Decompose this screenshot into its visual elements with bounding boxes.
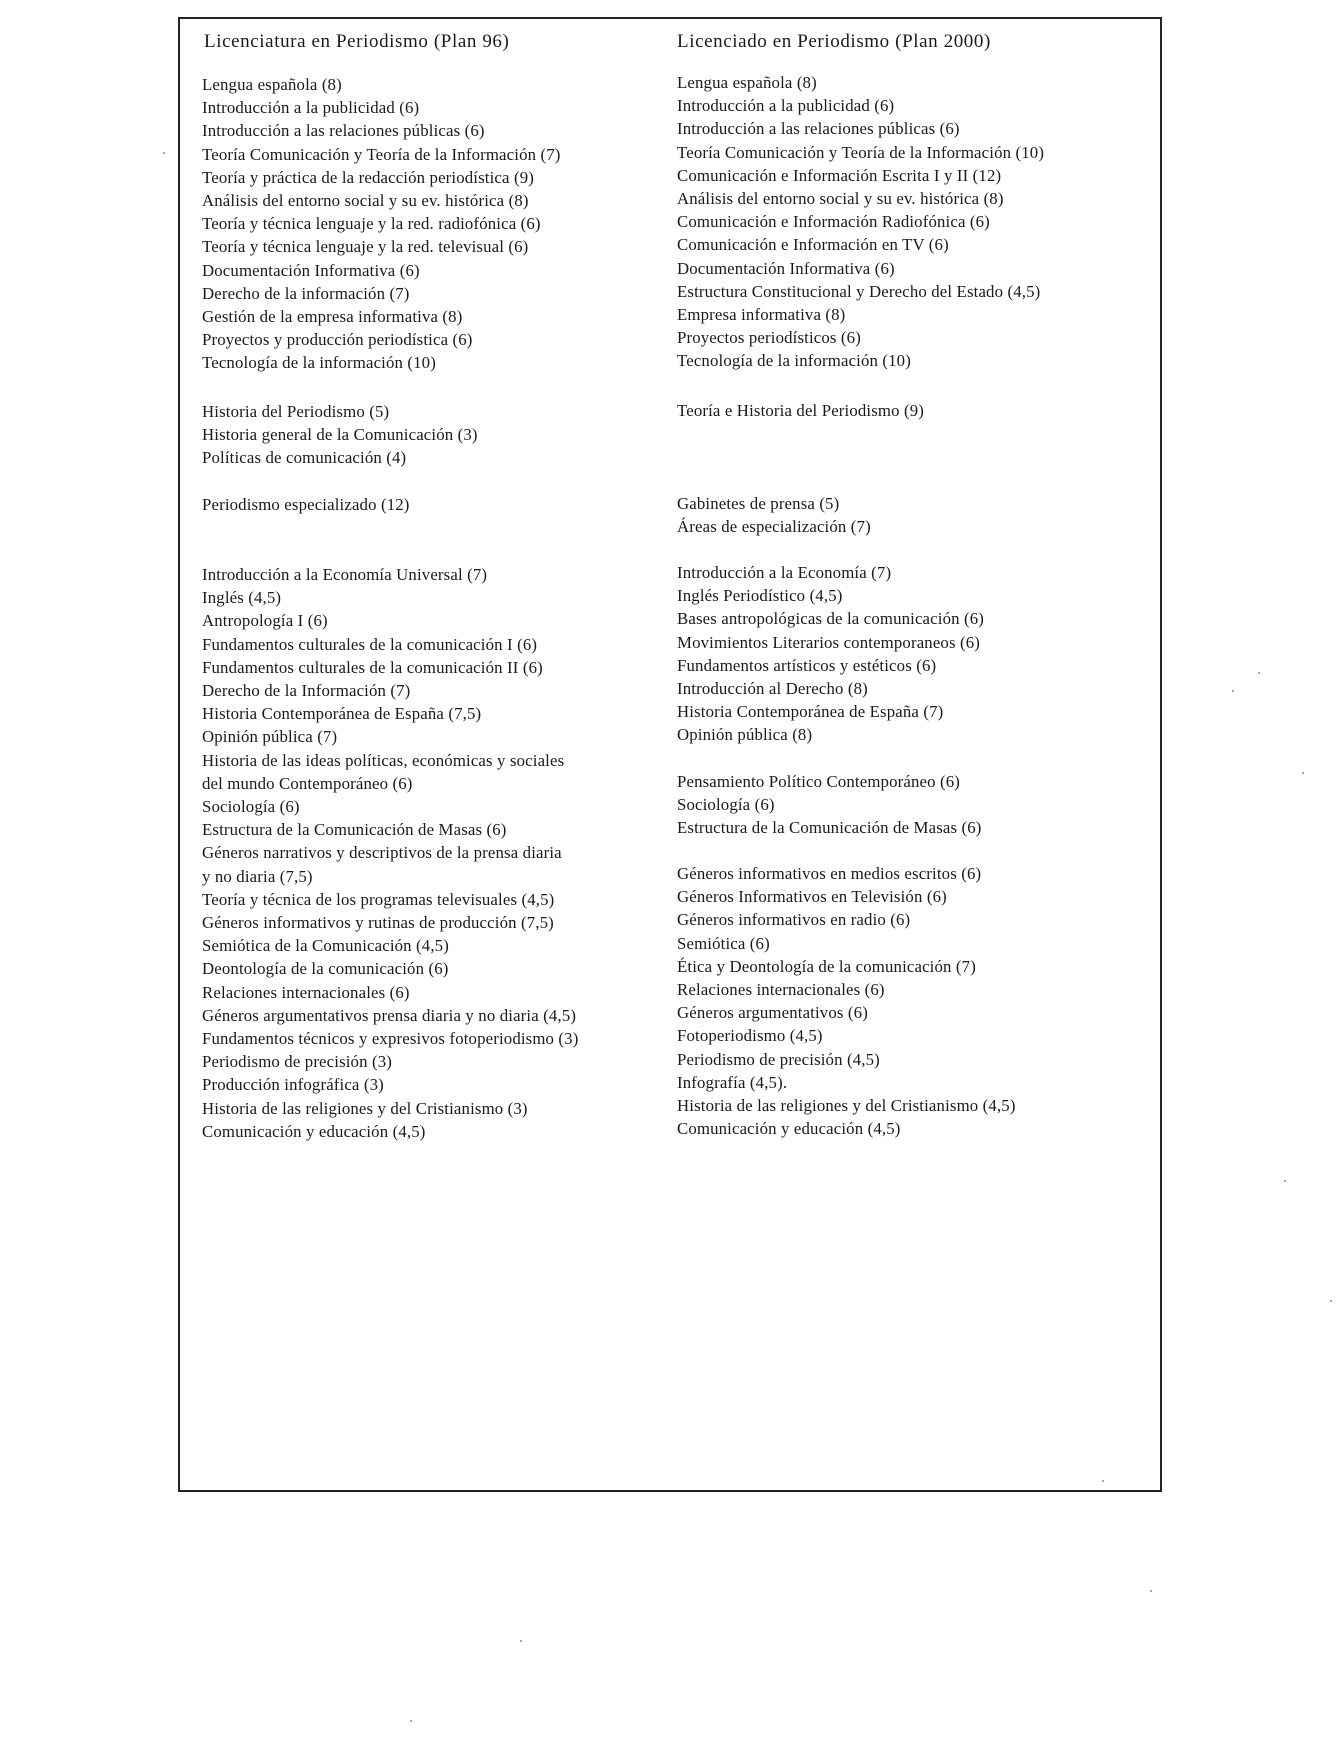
course-entry: Periodismo de precisión (4,5) (677, 1049, 880, 1069)
course-entry: Derecho de la Información (7) (202, 681, 411, 701)
course-entry: Géneros Informativos en Televisión (6) (677, 887, 947, 907)
course-entry: Comunicación y educación (4,5) (677, 1119, 901, 1139)
course-entry: Relaciones internacionales (6) (202, 982, 410, 1002)
course-entry: Opinión pública (7) (202, 727, 338, 747)
course-entry: Comunicación e Información en TV (6) (677, 235, 949, 255)
plan-96-group-history (202, 400, 478, 470)
course-entry: Teoría Comunicación y Teoría de la Información (7) (202, 144, 561, 164)
course-entry: Gabinetes de prensa (5) (677, 494, 840, 513)
course-entry: y no diaria (7,5) (202, 866, 313, 886)
course-entry: Comunicación e Información Escrita I y II (12) (677, 165, 1002, 185)
course-entry: Géneros argumentativos (6) (677, 1003, 868, 1023)
course-entry: Semiótica de la Comunicación (4,5) (202, 936, 449, 956)
course-entry: Géneros informativos y rutinas de producción (7,5) (202, 913, 554, 933)
plan-2000-group-genres (677, 862, 1016, 1140)
plan-96-group-specialized (202, 493, 410, 516)
course-entry: Estructura Constitucional y Derecho del Estado (4,5) (677, 281, 1041, 301)
course-entry: Historia del Periodismo (5) (202, 402, 390, 421)
course-entry: Géneros informativos en radio (6) (677, 910, 911, 930)
plan-96-group-electives (202, 563, 578, 1143)
course-entry: Áreas de especialización (7) (677, 517, 871, 537)
course-entry: Periodismo especializado (12) (202, 495, 410, 514)
course-entry: Periodismo de precisión (3) (202, 1052, 393, 1072)
course-entry: Fotoperiodismo (4,5) (677, 1026, 823, 1046)
course-entry: Antropología I (6) (202, 611, 328, 631)
course-entry: Historia general de la Comunicación (3) (202, 425, 478, 445)
course-entry: Teoría y técnica lenguaje y la red. televisual (6) (202, 237, 529, 257)
curriculum-comparison-table (178, 17, 1162, 1492)
course-entry: Sociología (6) (202, 797, 300, 817)
course-entry: Teoría y técnica de los programas televisuales (4,5) (202, 889, 555, 909)
course-entry: Análisis del entorno social y su ev. histórica (8) (677, 189, 1004, 209)
course-entry: Tecnología de la información (10) (677, 351, 911, 371)
course-entry: Infografía (4,5). (677, 1072, 788, 1092)
course-entry: Empresa informativa (8) (677, 305, 846, 325)
course-entry: Pensamiento Político Contemporáneo (6) (677, 772, 961, 791)
course-entry: Introducción a la Economía Universal (7) (202, 565, 488, 584)
course-entry: Comunicación y educación (4,5) (202, 1121, 426, 1141)
course-entry: Estructura de la Comunicación de Masas (6) (677, 818, 982, 838)
course-entry: Opinión pública (8) (677, 725, 813, 745)
plan-2000-group-history (677, 399, 924, 422)
course-entry: Proyectos periodísticos (6) (677, 328, 861, 348)
course-entry: Documentación Informativa (6) (202, 260, 420, 280)
course-entry: Teoría Comunicación y Teoría de la Información (10) (677, 142, 1045, 162)
plan-2000-group-foundations (677, 561, 984, 747)
course-entry: Inglés (4,5) (202, 588, 282, 608)
course-entry: Fundamentos culturales de la comunicación I (6) (202, 634, 538, 654)
plan-2000-group-social (677, 770, 982, 840)
course-entry: Producción infográfica (3) (202, 1075, 384, 1095)
course-entry: Fundamentos técnicos y expresivos fotoperiodismo (3) (202, 1029, 579, 1049)
course-entry: Documentación Informativa (6) (677, 258, 895, 278)
course-entry: Historia de las religiones y del Cristianismo (3) (202, 1098, 528, 1118)
course-entry: Deontología de la comunicación (6) (202, 959, 449, 979)
course-entry: Fundamentos artísticos y estéticos (6) (677, 655, 937, 675)
course-entry: Ética y Deontología de la comunicación (7) (677, 956, 976, 976)
course-entry: Relaciones internacionales (6) (677, 980, 885, 1000)
course-entry: Historia Contemporánea de España (7,5) (202, 704, 482, 724)
course-entry: Géneros narrativos y descriptivos de la prensa diaria (202, 843, 562, 863)
plan-96-title: Licenciatura en Periodismo (Plan 96) (204, 31, 510, 52)
course-entry: Fundamentos culturales de la comunicación II (6) (202, 657, 543, 677)
course-entry: Tecnología de la información (10) (202, 353, 436, 373)
course-entry: Introducción a la publicidad (6) (202, 98, 420, 118)
plan-2000-group-specialization (677, 492, 871, 538)
course-entry: Introducción a la publicidad (6) (677, 96, 895, 116)
course-entry: Lengua española (8) (677, 73, 817, 92)
plan-2000-title: Licenciado en Periodismo (Plan 2000) (677, 31, 991, 52)
course-entry: Movimientos Literarios contemporaneos (6) (677, 632, 981, 652)
plan-2000-group-core (677, 71, 1044, 373)
course-entry: Introducción al Derecho (8) (677, 679, 868, 699)
course-entry: Historia de las ideas políticas, económicas y sociales (202, 750, 565, 770)
course-entry: Análisis del entorno social y su ev. histórica (8) (202, 191, 529, 211)
course-entry: Inglés Periodístico (4,5) (677, 586, 843, 606)
course-entry: Gestión de la empresa informativa (8) (202, 307, 463, 327)
course-entry: Bases antropológicas de la comunicación (6) (677, 609, 985, 629)
course-entry: Teoría e Historia del Periodismo (9) (677, 401, 925, 420)
course-entry: Teoría y práctica de la redacción periodística (9) (202, 167, 534, 187)
course-entry: Introducción a las relaciones públicas (6) (202, 121, 485, 141)
course-entry: Géneros informativos en medios escritos (6) (677, 864, 982, 883)
course-entry: Historia de las religiones y del Cristianismo (4,5) (677, 1096, 1016, 1116)
course-entry: del mundo Contemporáneo (6) (202, 773, 413, 793)
course-entry: Introducción a las relaciones públicas (6) (677, 119, 960, 139)
course-entry: Derecho de la información (7) (202, 283, 410, 303)
course-entry: Introducción a la Economía (7) (677, 563, 892, 582)
course-entry: Géneros argumentativos prensa diaria y no diaria (4,5) (202, 1005, 577, 1025)
course-entry: Políticas de comunicación (4) (202, 448, 407, 468)
course-entry: Teoría y técnica lenguaje y la red. radiofónica (6) (202, 214, 541, 234)
course-entry: Historia Contemporánea de España (7) (677, 702, 944, 722)
course-entry: Semiótica (6) (677, 933, 770, 953)
course-entry: Comunicación e Información Radiofónica (6) (677, 212, 990, 232)
plan-96-group-core (202, 73, 561, 375)
course-entry: Proyectos y producción periodística (6) (202, 330, 473, 350)
course-entry: Lengua española (8) (202, 75, 342, 94)
course-entry: Sociología (6) (677, 795, 775, 815)
course-entry: Estructura de la Comunicación de Masas (6) (202, 820, 507, 840)
